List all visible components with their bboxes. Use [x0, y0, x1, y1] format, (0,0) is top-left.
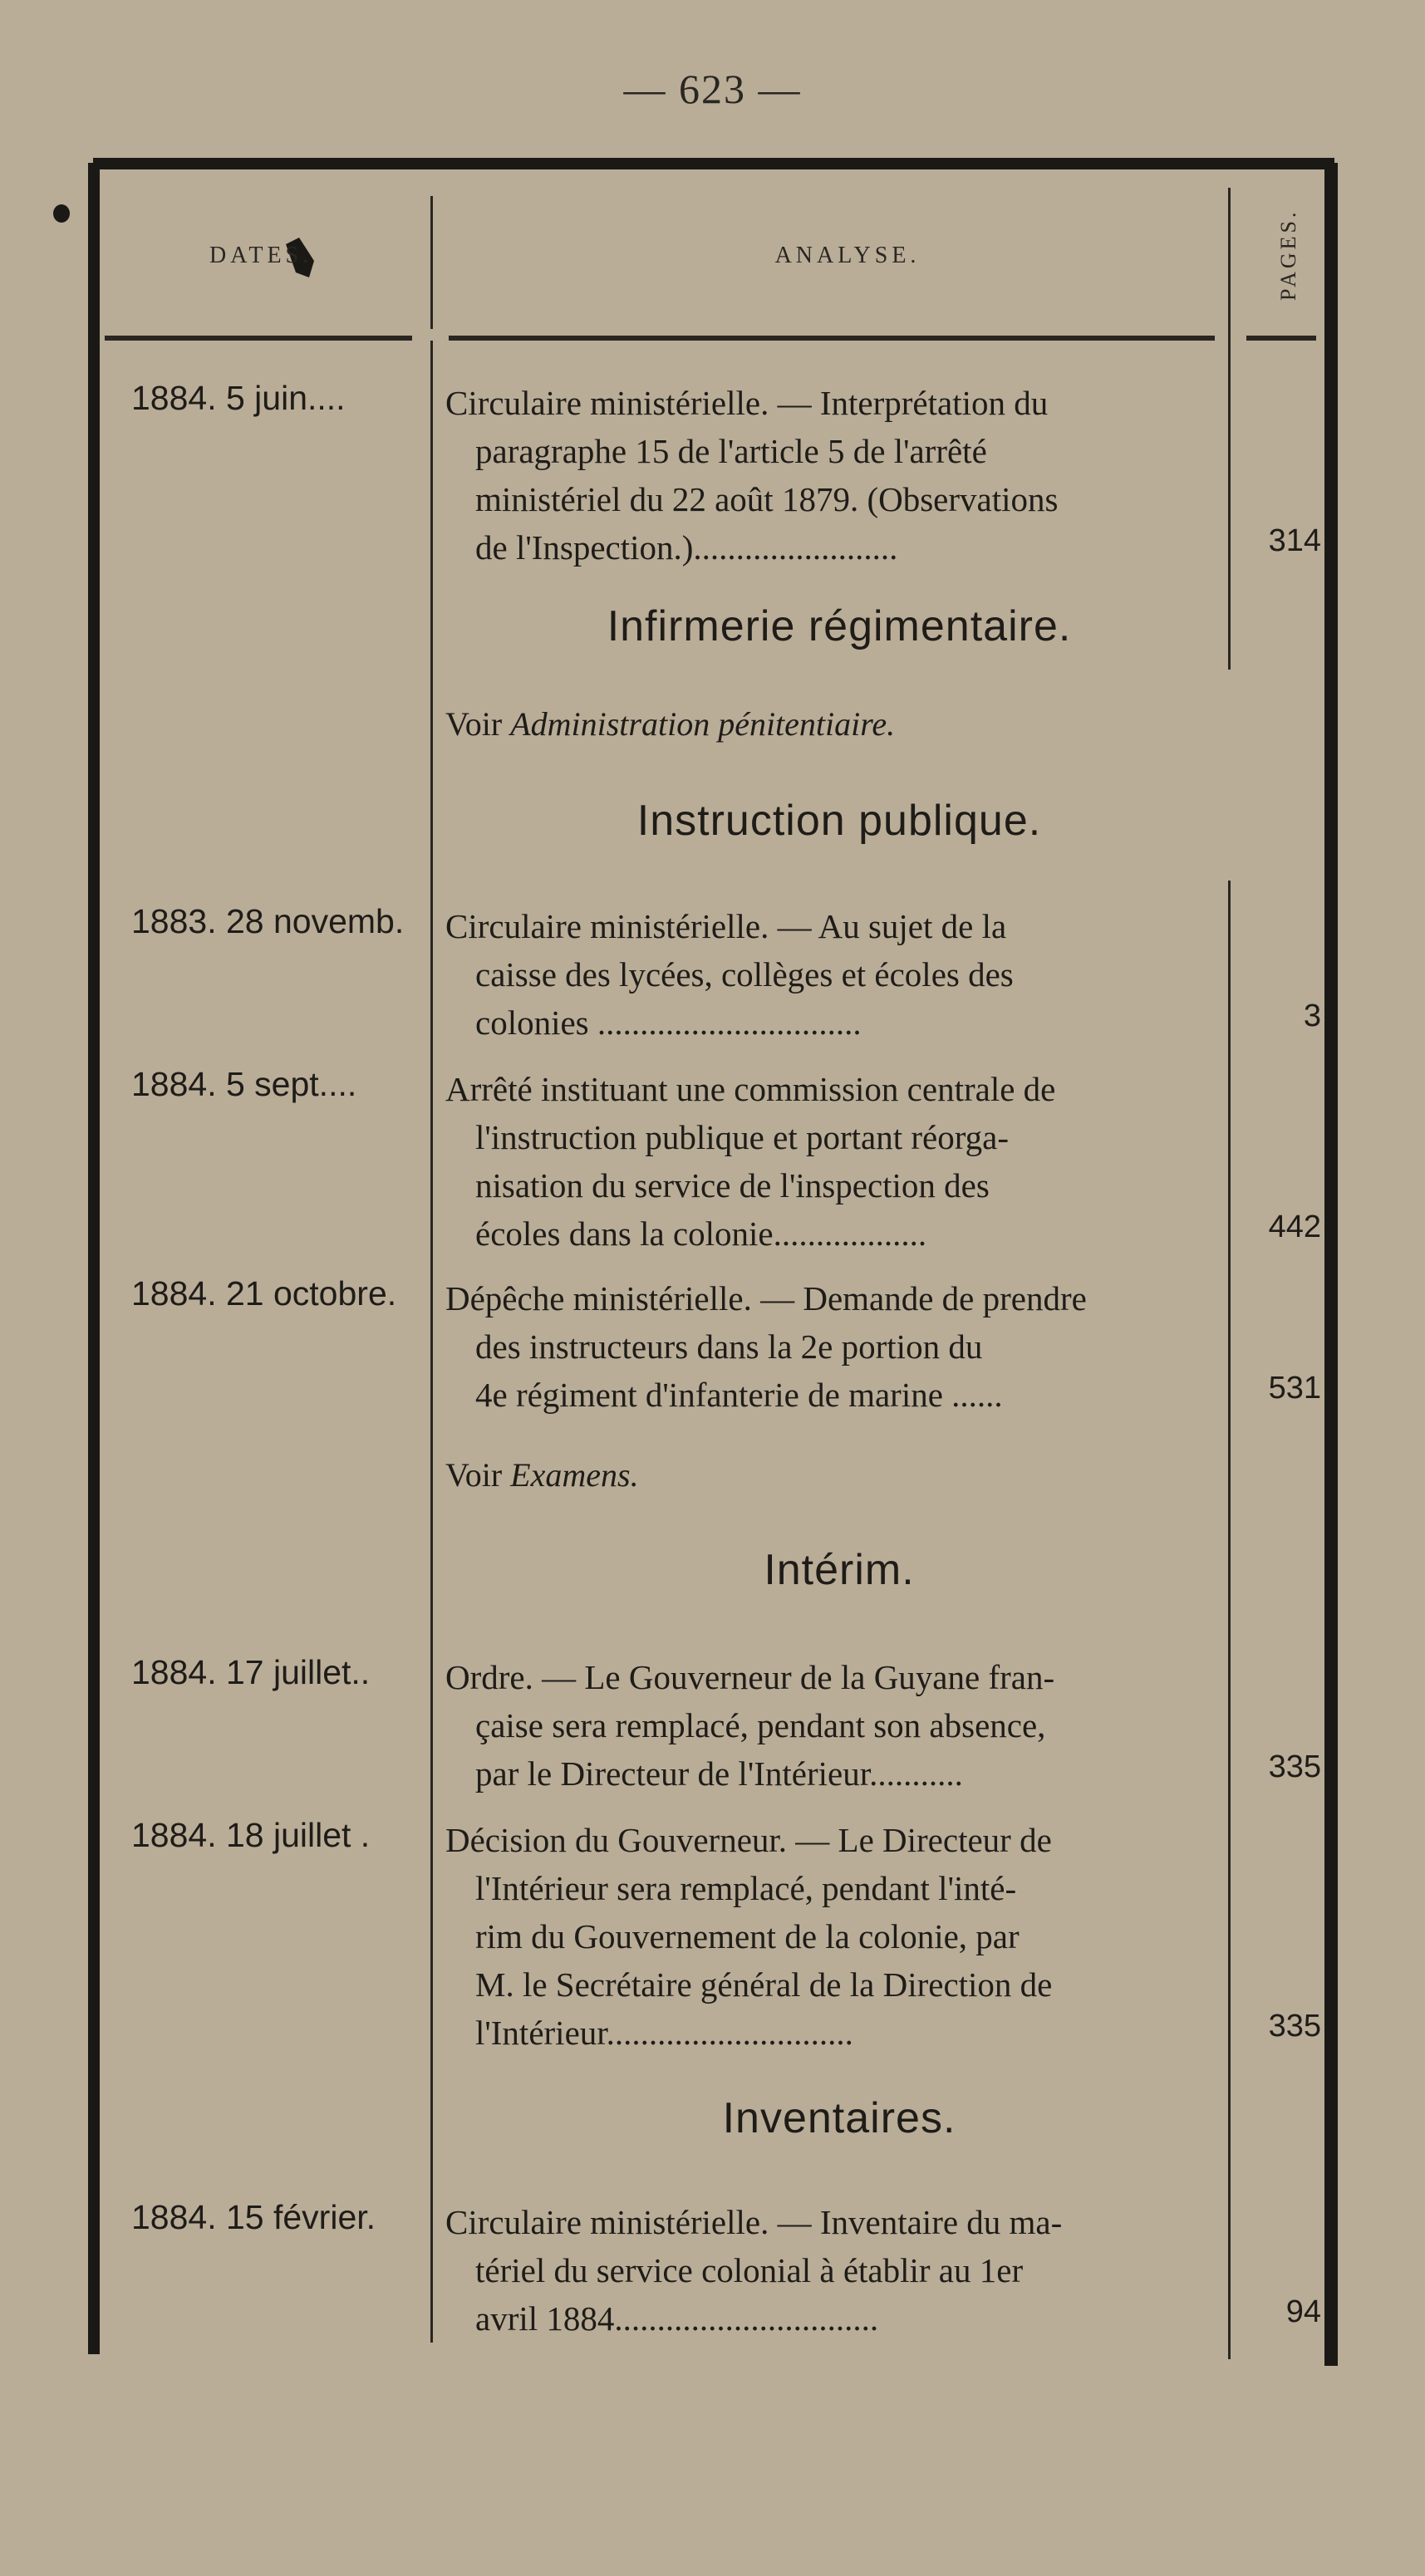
voir-reference: Administration pénitentiaire. [510, 705, 896, 743]
ink-dot [53, 204, 70, 223]
entry-line: des instructeurs dans la 2e portion du [475, 1327, 983, 1366]
entry-analysis [445, 2198, 1235, 2343]
entry-analysis [445, 902, 1235, 1047]
entry-line: ministériel du 22 août 1879. (Observations [475, 480, 1059, 518]
voir-prefix: Voir [445, 705, 503, 743]
entry-line: Ordre. — Le Gouverneur de la Guyane fran- [445, 1658, 1055, 1696]
cross-reference [445, 704, 895, 743]
entry-analysis [445, 1065, 1235, 1258]
header-rule [449, 336, 1215, 341]
voir-prefix: Voir [445, 1456, 503, 1494]
entry-page: 335 [1268, 2009, 1321, 2044]
entry-line: écoles dans la colonie.................. [475, 1214, 927, 1253]
column-header-pages: PAGES. [1276, 209, 1300, 302]
entry-line: Circulaire ministérielle. — Inventaire du ma- [445, 2203, 1063, 2241]
entry-line: avril 1884............................... [475, 2299, 879, 2338]
entry-line: Dépêche ministérielle. — Demande de prendre [445, 1279, 1087, 1317]
table-top-border [93, 158, 1334, 169]
entry-line: çaise sera remplacé, pendant son absence, [475, 1706, 1046, 1744]
entry-line: Décision du Gouverneur. — Le Directeur de [445, 1821, 1052, 1859]
entry-line: par le Directeur de l'Intérieur........... [475, 1754, 963, 1793]
entry-page: 531 [1268, 1371, 1321, 1406]
entry-line: rim du Gouvernement de la colonie, par [475, 1917, 1020, 1955]
table-right-border [1324, 163, 1338, 2366]
entry-line: l'Intérieur sera remplacé, pendant l'inté- [475, 1869, 1017, 1907]
column-header-analyse: ANALYSE. [774, 243, 921, 268]
section-title: Inventaires. [722, 2094, 956, 2142]
page-number: — 623 — [623, 66, 802, 112]
header-rule [1246, 336, 1316, 341]
entry-date: 1884. 17 juillet.. [131, 1653, 371, 1691]
entry-line: nisation du service de l'inspection des [475, 1166, 990, 1205]
section-title: Infirmerie régimentaire. [607, 602, 1072, 650]
entry-analysis [445, 1653, 1235, 1798]
voir-reference: Examens. [510, 1456, 639, 1494]
entry-line: Circulaire ministérielle. — Interprétation du [445, 384, 1049, 422]
entry-analysis [445, 1274, 1235, 1419]
entry-analysis [445, 379, 1235, 572]
column-header-dates: DATES. [209, 243, 313, 268]
entry-date: 1883. 28 novemb. [131, 902, 405, 940]
entry-line: Circulaire ministérielle. — Au sujet de la [445, 907, 1007, 945]
entry-line: colonies ............................... [475, 1003, 862, 1042]
entry-line: tériel du service colonial à établir au 1er [475, 2251, 1024, 2289]
section-title: Intérim. [764, 1546, 915, 1594]
entry-line: 4e régiment d'infanterie de marine ...... [475, 1376, 1003, 1414]
entry-page: 94 [1285, 2294, 1321, 2329]
entry-page: 3 [1303, 999, 1321, 1033]
entry-analysis [445, 1816, 1235, 2057]
entry-date: 1884. 5 sept.... [131, 1065, 357, 1103]
entry-line: Arrêté instituant une commission centrale de [445, 1070, 1056, 1108]
header-rule [105, 336, 412, 341]
entry-line: M. le Secrétaire général de la Direction de [475, 1965, 1053, 2004]
entry-line: l'instruction publique et portant réorga- [475, 1118, 1009, 1156]
entry-date: 1884. 18 juillet . [131, 1816, 371, 1854]
section-title: Instruction publique. [636, 797, 1042, 845]
table-left-border [88, 163, 100, 2354]
entry-line: l'Intérieur............................. [475, 2014, 853, 2052]
entry-date: 1884. 15 février. [131, 2198, 376, 2236]
entry-page: 335 [1268, 1749, 1321, 1784]
entry-line: caisse des lycées, collèges et écoles des [475, 955, 1014, 994]
cross-reference [445, 1455, 639, 1494]
entry-page: 314 [1268, 523, 1321, 558]
entry-page: 442 [1268, 1209, 1321, 1244]
entry-date: 1884. 21 octobre. [131, 1274, 397, 1313]
entry-line: paragraphe 15 de l'article 5 de l'arrêté [475, 432, 987, 470]
entry-date: 1884. 5 juin.... [131, 379, 346, 417]
entry-line: de l'Inspection.)........................ [475, 528, 898, 567]
